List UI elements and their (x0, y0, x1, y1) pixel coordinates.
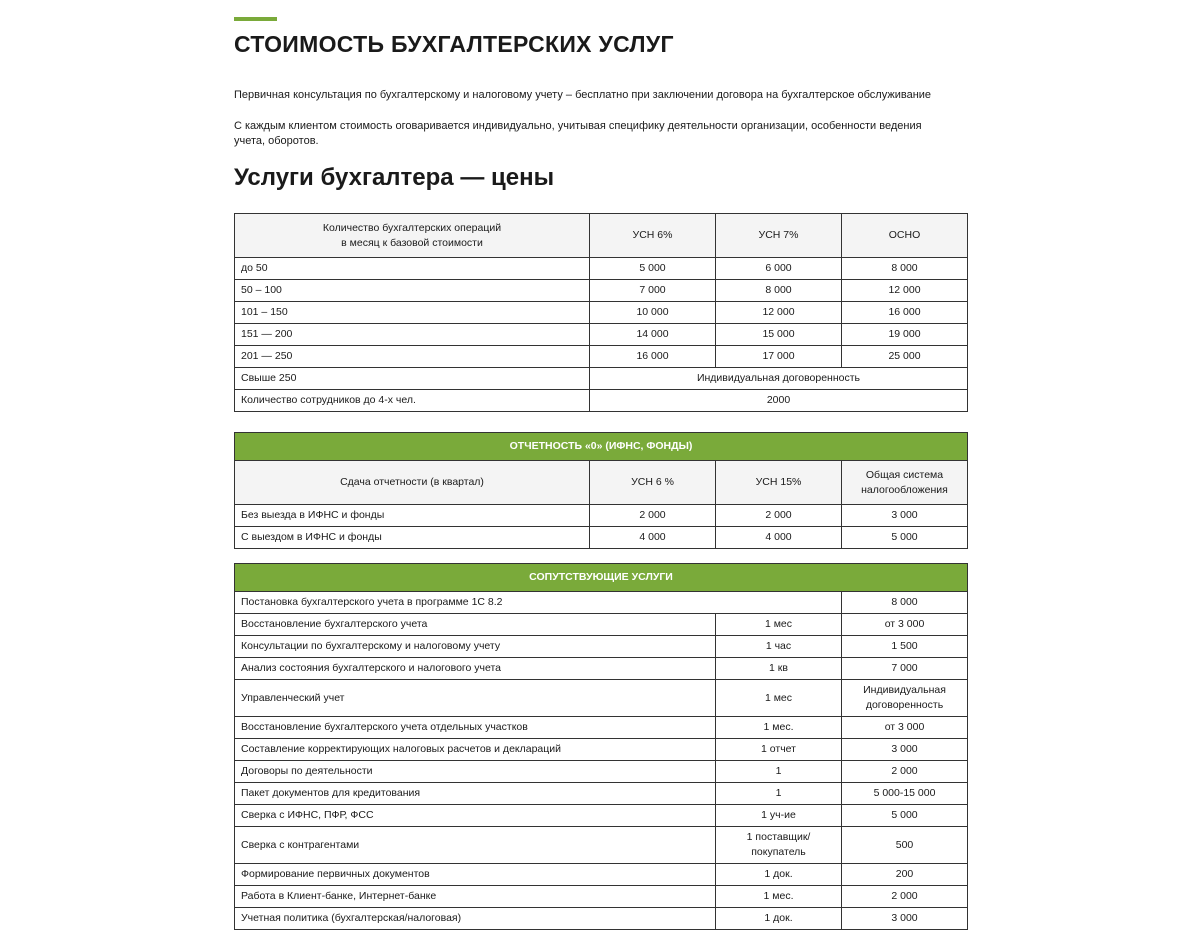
price-cell: 17 000 (716, 346, 842, 368)
unit-cell: 1 мес (716, 614, 842, 636)
table-row (235, 346, 968, 368)
unit-cell: 1 мес. (716, 717, 842, 739)
price-cell: 14 000 (590, 324, 716, 346)
row-label: Свыше 250 (235, 368, 590, 390)
price-cell-merged: Индивидуальная договоренность (590, 368, 968, 390)
header-cell-operations (235, 214, 590, 258)
price-cell: 4 000 (716, 527, 842, 549)
table-row (235, 636, 968, 658)
table-row (235, 864, 968, 886)
row-label: 50 – 100 (235, 280, 590, 302)
header-cell-usn6: УСН 6 % (590, 461, 716, 505)
price-cell: 5 000-15 000 (842, 783, 968, 805)
table-row (235, 280, 968, 302)
table-title: ОТЧЕТНОСТЬ «0» (ИФНС, ФОНДЫ) (235, 433, 968, 461)
row-label: 151 — 200 (235, 324, 590, 346)
intro-text-2: С каждым клиентом стоимость оговаривается индивидуально, учитывая специфику деятельности организации, особенности ведения учета, оборотов. (234, 120, 922, 147)
unit-cell: 1 мес. (716, 886, 842, 908)
price-cell: 16 000 (842, 302, 968, 324)
table-row (235, 680, 968, 717)
header-cell-usn15: УСН 15% (716, 461, 842, 505)
price-cell: 8 000 (842, 592, 968, 614)
row-label: Учетная политика (бухгалтерская/налоговая) (235, 908, 716, 930)
table-row (235, 258, 968, 280)
price-cell: от 3 000 (842, 614, 968, 636)
price-cell: 3 000 (842, 505, 968, 527)
header-cell-general-system (842, 461, 968, 505)
price-cell: 2 000 (590, 505, 716, 527)
table-row (235, 390, 968, 412)
row-label: Управленческий учет (235, 680, 716, 717)
unit-cell: 1 час (716, 636, 842, 658)
row-label: Работа в Клиент-банке, Интернет-банке (235, 886, 716, 908)
row-label: Восстановление бухгалтерского учета (235, 614, 716, 636)
prices-table (234, 213, 968, 412)
intro-text: Первичная консультация по бухгалтерскому и налоговому учету – бесплатно при заключении договора на бухгалтерское обслуживание (234, 89, 932, 101)
row-label: Восстановление бухгалтерского учета отдельных участков (235, 717, 716, 739)
row-label: Сверка с контрагентами (235, 827, 716, 864)
table-row (235, 805, 968, 827)
unit-line: 1 поставщик/ (746, 831, 811, 843)
reports-table (234, 432, 968, 549)
table-row (235, 739, 968, 761)
header-cell-usn6: УСН 6% (590, 214, 716, 258)
price-cell: 12 000 (842, 280, 968, 302)
price-cell: от 3 000 (842, 717, 968, 739)
unit-cell: 1 док. (716, 908, 842, 930)
row-label: Сверка с ИФНС, ПФР, ФСС (235, 805, 716, 827)
unit-line: покупатель (751, 846, 806, 858)
unit-cell: 1 (716, 761, 842, 783)
price-cell: 8 000 (842, 258, 968, 280)
unit-cell: 1 уч-ие (716, 805, 842, 827)
table-row (235, 827, 968, 864)
table-row (235, 761, 968, 783)
price-line: Индивидуальная (863, 684, 946, 696)
row-label: Без выезда в ИФНС и фонды (235, 505, 590, 527)
unit-cell: 1 док. (716, 864, 842, 886)
unit-cell: 1 отчет (716, 739, 842, 761)
table-row (235, 717, 968, 739)
table-header-row (235, 214, 968, 258)
price-cell: 2 000 (716, 505, 842, 527)
row-label: С выездом в ИФНС и фонды (235, 527, 590, 549)
row-label: 201 — 250 (235, 346, 590, 368)
price-cell: 500 (842, 827, 968, 864)
price-cell: 10 000 (590, 302, 716, 324)
row-label: Консультации по бухгалтерскому и налоговому учету (235, 636, 716, 658)
table-row (235, 783, 968, 805)
price-cell: 15 000 (716, 324, 842, 346)
table-row (235, 324, 968, 346)
header-cell-line: налогообложения (861, 483, 948, 496)
row-label: до 50 (235, 258, 590, 280)
price-cell: 5 000 (842, 527, 968, 549)
header-cell-line: в месяц к базовой стоимости (341, 236, 483, 249)
table-title-row (235, 433, 968, 461)
price-cell: 5 000 (590, 258, 716, 280)
table-title: СОПУТСТВУЮЩИЕ УСЛУГИ (235, 564, 968, 592)
unit-cell: 1 (716, 783, 842, 805)
table-row (235, 886, 968, 908)
row-label: Пакет документов для кредитования (235, 783, 716, 805)
unit-cell (716, 827, 842, 864)
row-label: Формирование первичных документов (235, 864, 716, 886)
price-cell: 19 000 (842, 324, 968, 346)
price-cell: 2 000 (842, 886, 968, 908)
price-cell-merged: 2000 (590, 390, 968, 412)
table-row (235, 614, 968, 636)
price-cell: 16 000 (590, 346, 716, 368)
table-row (235, 505, 968, 527)
unit-cell: 1 мес (716, 680, 842, 717)
table-row (235, 302, 968, 324)
header-cell-reporting: Сдача отчетности (в квартал) (235, 461, 590, 505)
price-cell: 5 000 (842, 805, 968, 827)
price-cell: 3 000 (842, 739, 968, 761)
price-cell: 1 500 (842, 636, 968, 658)
header-cell-usn7: УСН 7% (716, 214, 842, 258)
table-row (235, 368, 968, 390)
header-cell-osno: ОСНО (842, 214, 968, 258)
price-cell: 200 (842, 864, 968, 886)
price-cell: 6 000 (716, 258, 842, 280)
row-label: Постановка бухгалтерского учета в программе 1С 8.2 (235, 592, 842, 614)
table-row (235, 592, 968, 614)
row-label: Количество сотрудников до 4-х чел. (235, 390, 590, 412)
price-cell: 4 000 (590, 527, 716, 549)
page-title: СТОИМОСТЬ БУХГАЛТЕРСКИХ УСЛУГ (234, 31, 674, 57)
price-cell: 2 000 (842, 761, 968, 783)
price-cell (842, 680, 968, 717)
table-row (235, 527, 968, 549)
price-cell: 7 000 (590, 280, 716, 302)
row-label: Договоры по деятельности (235, 761, 716, 783)
price-cell: 3 000 (842, 908, 968, 930)
price-line: договоренность (865, 699, 944, 711)
table-title-row (235, 564, 968, 592)
price-cell: 7 000 (842, 658, 968, 680)
section-heading: Услуги бухгалтера — цены (234, 164, 555, 191)
unit-cell: 1 кв (716, 658, 842, 680)
price-cell: 12 000 (716, 302, 842, 324)
table-row (235, 658, 968, 680)
header-cell-line: Общая система (865, 468, 944, 481)
row-label: 101 – 150 (235, 302, 590, 324)
title-accent-bar (234, 17, 277, 21)
header-cell-line: Количество бухгалтерских операций (322, 221, 502, 234)
table-header-row (235, 461, 968, 505)
price-cell: 8 000 (716, 280, 842, 302)
row-label: Анализ состояния бухгалтерского и налогового учета (235, 658, 716, 680)
row-label: Составление корректирующих налоговых расчетов и деклараций (235, 739, 716, 761)
price-cell: 25 000 (842, 346, 968, 368)
extra-services-table (234, 563, 968, 930)
table-row (235, 908, 968, 930)
